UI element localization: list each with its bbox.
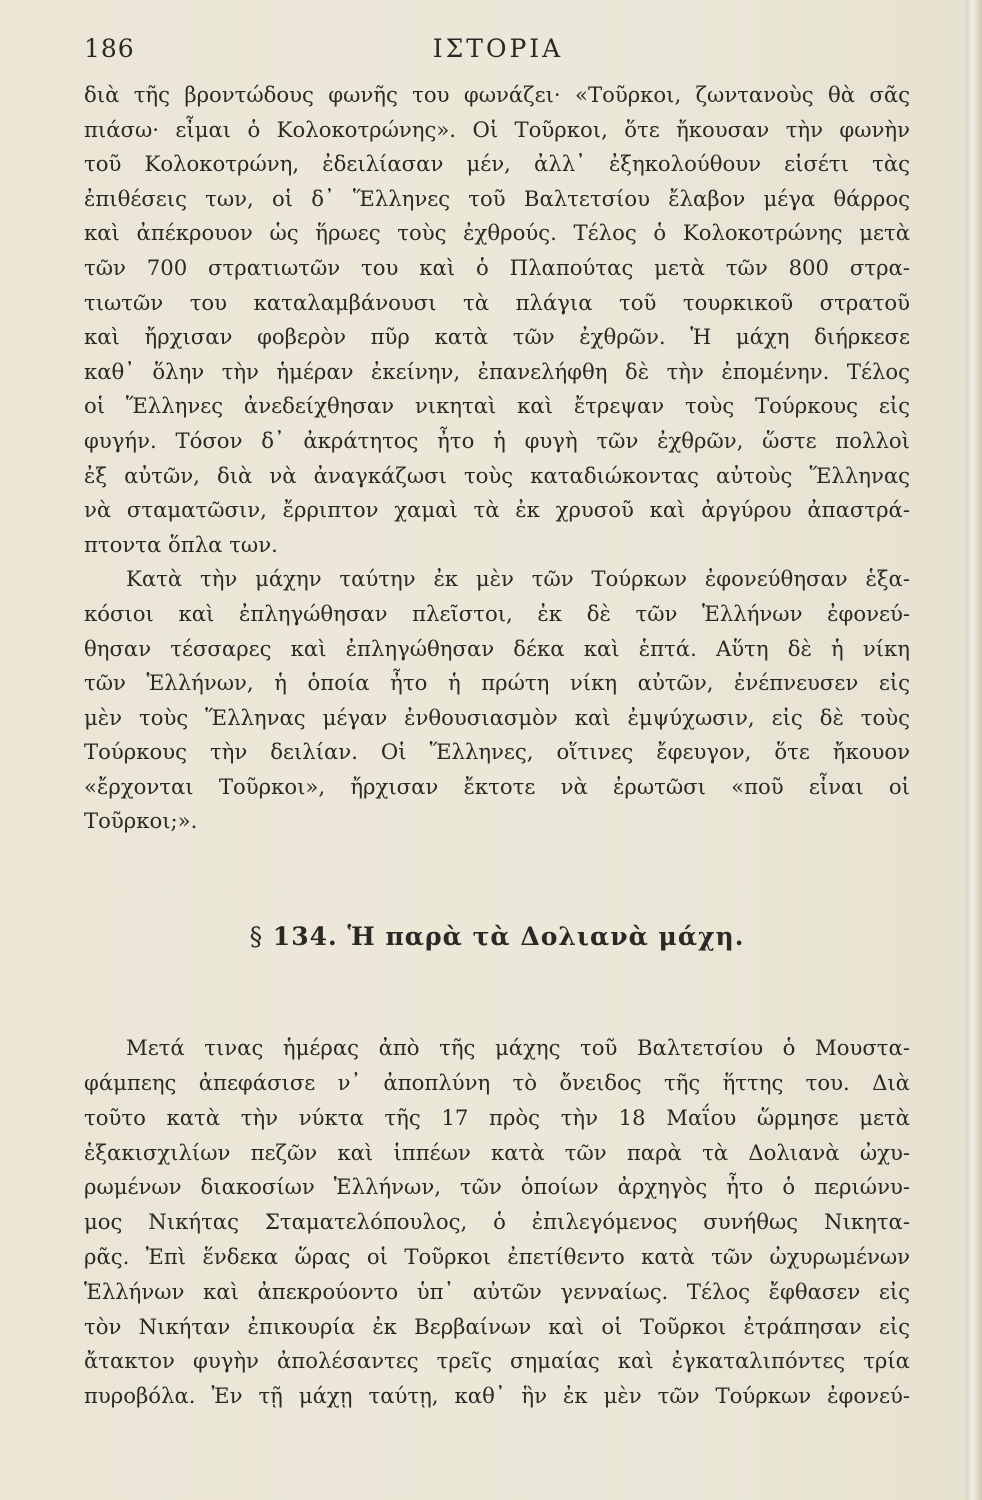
- text-block-top: [84, 78, 910, 839]
- paragraph-3: [84, 1031, 910, 1414]
- text-line: μὲν τοὺς Ἕλληνας μέγαν ἐνθουσιασμὸν καὶ ἐμψύχωσιν, εἰς δὲ τοὺς: [84, 704, 910, 730]
- text-line: ρᾶς. Ἐπὶ ἕνδεκα ὥρας οἱ Τοῦρκοι ἐπετίθεντο κατὰ τῶν ὠχυρωμένων: [84, 1243, 910, 1269]
- text-line: τὸν Νικήταν ἐπικουρία ἐκ Βερβαίνων καὶ οἱ Τοῦρκοι ἐτράπησαν εἰς: [84, 1313, 910, 1339]
- text-line: ἑξακισχιλίων πεζῶν καὶ ἱππέων κατὰ τῶν παρὰ τὰ Δολιανὰ ὠχυ-: [84, 1139, 910, 1165]
- page-number: 186: [84, 34, 135, 63]
- text-line: νὰ σταματῶσιν, ἔρριπτον χαμαὶ τὰ ἐκ χρυσοῦ καὶ ἀργύρου ἀπαστρά-: [84, 497, 910, 523]
- text-line: τοῦτο κατὰ τὴν νύκτα τῆς 17 πρὸς τὴν 18 Μαΐου ὥρμησε μετὰ: [84, 1104, 910, 1130]
- text-line: «ἔρχονται Τοῦρκοι», ἤρχισαν ἔκτοτε νὰ ἐρωτῶσι «ποῦ εἶναι οἱ: [84, 773, 910, 799]
- text-line: Μετά τινας ἡμέρας ἀπὸ τῆς μάχης τοῦ Βαλτετσίου ὁ Μουστα-: [126, 1035, 910, 1061]
- page-header: [84, 30, 912, 70]
- text-line: οἱ Ἕλληνες ἀνεδείχθησαν νικηταὶ καὶ ἔτρεψαν τοὺς Τούρκους εἰς: [84, 393, 910, 419]
- text-line: πιάσω· εἶμαι ὁ Κολοκοτρώνης». Οἱ Τοῦρκοι, ὅτε ἤκουσαν τὴν φωνὴν: [84, 116, 910, 142]
- section-heading: [84, 922, 910, 951]
- text-line: μος Νικήτας Σταματελόπουλος, ὁ ἐπιλεγόμενος συνήθως Νικητα-: [84, 1209, 910, 1235]
- text-line: Ἑλλήνων καὶ ἀπεκρούοντο ὑπ᾽ αὐτῶν γενναίως. Τέλος ἔφθασεν εἰς: [84, 1278, 910, 1304]
- running-title: ΙΣΤΟΡΙΑ: [432, 34, 564, 63]
- text-line: τιωτῶν του καταλαμβάνουσι τὰ πλάγια τοῦ τουρκικοῦ στρατοῦ: [84, 289, 910, 315]
- text-line: καὶ ἤρχισαν φοβερὸν πῦρ κατὰ τῶν ἐχθρῶν. Ἡ μάχη διήρκεσε: [84, 324, 910, 350]
- text-line: καὶ ἀπέκρουον ὡς ἥρωες τοὺς ἐχθρούς. Τέλος ὁ Κολοκοτρώνης μετὰ: [84, 220, 910, 246]
- text-line: φάμπεης ἀπεφάσισε ν᾽ ἀποπλύνη τὸ ὄνειδος τῆς ἥττης του. Διὰ: [84, 1069, 910, 1095]
- text-line: Τοῦρκοι;».: [84, 808, 198, 834]
- text-line: κόσιοι καὶ ἐπληγώθησαν πλεῖστοι, ἐκ δὲ τῶν Ἑλλήνων ἐφονεύ-: [84, 600, 910, 626]
- section-title: Ἡ παρὰ τὰ Δολιανὰ μάχη.: [347, 922, 745, 951]
- text-line: Τούρκους τὴν δειλίαν. Οἱ Ἕλληνες, οἵτινες ἔφευγον, ὅτε ἤκουον: [84, 739, 910, 765]
- text-line: φυγήν. Τόσον δ᾽ ἀκράτητος ἦτο ἡ φυγὴ τῶν ἐχθρῶν, ὥστε πολλοὶ: [84, 427, 910, 453]
- text-line: πυροβόλα. Ἐν τῇ μάχῃ ταύτῃ, καθ᾽ ἣν ἐκ μὲν τῶν Τούρκων ἐφονεύ-: [84, 1383, 910, 1409]
- paragraph-1: [84, 78, 910, 562]
- section-number: 134.: [272, 922, 338, 951]
- text-line: τῶν Ἑλλήνων, ἡ ὁποία ἦτο ἡ πρώτη νίκη αὐτῶν, ἐνέπνευσεν εἰς: [84, 670, 910, 696]
- text-block-bottom: [84, 1010, 910, 1435]
- text-line: θησαν τέσσαρες καὶ ἐπληγώθησαν δέκα καὶ ἑπτά. Αὕτη δὲ ἡ νίκη: [84, 635, 910, 661]
- text-line: ἄτακτον φυγὴν ἀπολέσαντες τρεῖς σημαίας καὶ ἐγκαταλιπόντες τρία: [84, 1348, 910, 1374]
- text-line: ρωμένων διακοσίων Ἑλλήνων, τῶν ὁποίων ἀρχηγὸς ἦτο ὁ περιώνυ-: [84, 1174, 910, 1200]
- section-sign: §: [249, 922, 264, 951]
- text-line: ἐξ αὐτῶν, διὰ νὰ ἀναγκάζωσι τοὺς καταδιώκοντας αὐτοὺς Ἕλληνας: [84, 462, 910, 488]
- text-line: Κατὰ τὴν μάχην ταύτην ἐκ μὲν τῶν Τούρκων ἐφονεύθησαν ἑξα-: [126, 566, 910, 592]
- paragraph-2: [84, 562, 910, 839]
- text-line: διὰ τῆς βροντώδους φωνῆς του φωνάζει· «Τοῦρκοι, ζωντανοὺς θὰ σᾶς: [84, 82, 910, 107]
- text-line: τῶν 700 στρατιωτῶν του καὶ ὁ Πλαπούτας μετὰ τῶν 800 στρα-: [84, 254, 910, 280]
- text-line: τοῦ Κολοκοτρώνη, ἐδειλίασαν μέν, ἀλλ᾽ ἐξηκολούθουν εἰσέτι τὰς: [84, 151, 910, 177]
- text-line: ἐπιθέσεις των, οἱ δ᾽ Ἕλληνες τοῦ Βαλτετσίου ἔλαβον μέγα θάρρος: [84, 185, 910, 211]
- page-edge: [966, 0, 982, 1500]
- text-line: πτοντα ὅπλα των.: [84, 531, 278, 557]
- text-line: καθ᾽ ὅλην τὴν ἡμέραν ἐκείνην, ἐπανελήφθη δὲ τὴν ἐπομένην. Τέλος: [84, 358, 910, 384]
